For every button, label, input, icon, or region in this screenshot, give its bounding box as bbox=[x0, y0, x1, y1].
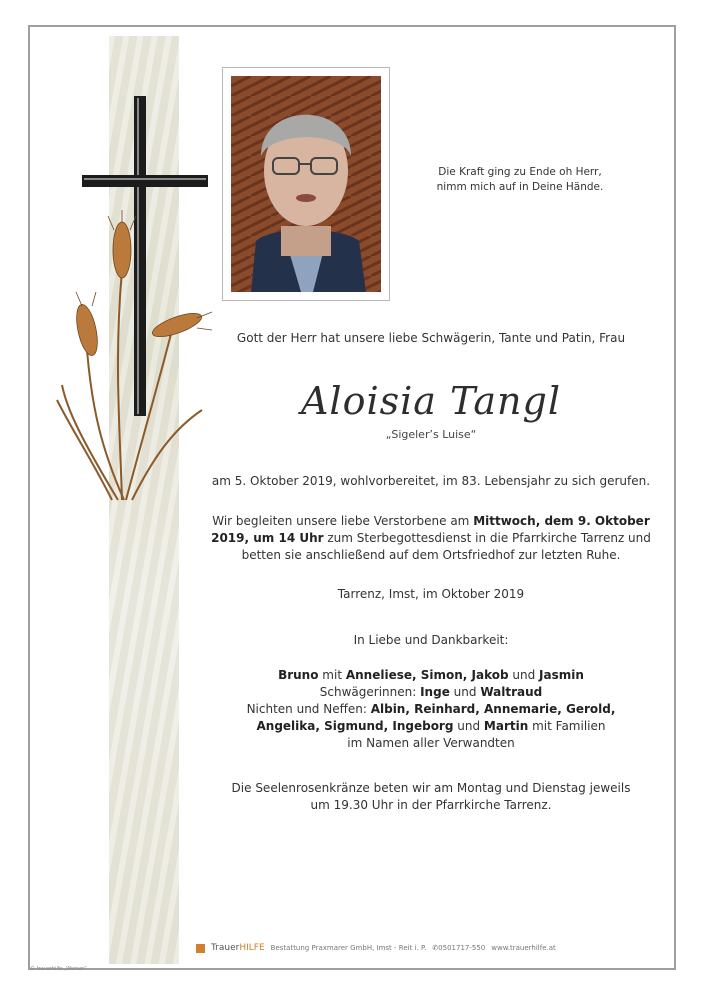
logo-icon bbox=[196, 944, 205, 953]
family-text: mit bbox=[318, 668, 346, 682]
family-text: Schwägerinnen: bbox=[319, 685, 421, 699]
family-text: und bbox=[449, 685, 481, 699]
love-line: In Liebe und Dankbarkeit: bbox=[353, 633, 509, 647]
family-line bbox=[208, 667, 654, 684]
family-text: und bbox=[508, 668, 540, 682]
deceased-name: Aloisia Tangl bbox=[300, 379, 562, 423]
wheat-icon bbox=[52, 210, 217, 505]
death-notice: am 5. Oktober 2019, wohlvorbereitet, im 83. Lebensjahr zu sich gerufen. bbox=[211, 474, 651, 488]
rosary-line: Die Seelenrosenkränze beten wir am Montag und Dienstag jeweils bbox=[231, 781, 631, 795]
logo-accent: HILFE bbox=[239, 943, 265, 953]
family-name: Bruno bbox=[278, 668, 319, 682]
funeral-text-end: zum Sterbegottesdienst in die Pfarrkirche Tarrenz und betten sie anschließend auf dem Ortsfriedhof zur letzten Ruhe. bbox=[241, 531, 651, 562]
family-name: Anneliese, Simon, Jakob bbox=[345, 668, 509, 682]
verse bbox=[415, 165, 625, 195]
family-line bbox=[208, 701, 654, 718]
deceased-nickname: „Sigeler’s Luise“ bbox=[385, 428, 477, 441]
verse-line: nimm mich auf in Deine Hände. bbox=[436, 181, 604, 193]
portrait-photo bbox=[231, 76, 381, 292]
rosary-info bbox=[208, 780, 654, 814]
family-line bbox=[208, 684, 654, 701]
footer-web[interactable]: www.trauerhilfe.at bbox=[491, 944, 556, 952]
logo bbox=[211, 943, 265, 953]
copyright: © trauerhilfe „Werner“ bbox=[30, 966, 87, 972]
intro-text: Gott der Herr hat unsere liebe Schwägerin, Tante und Patin, Frau bbox=[236, 331, 626, 345]
footer-phone: ✆0501717-550 bbox=[432, 944, 486, 952]
funeral-info bbox=[208, 513, 654, 564]
family-text: Nichten und Neffen: bbox=[246, 702, 371, 716]
footer bbox=[196, 943, 666, 953]
family-line: im Namen aller Verwandten bbox=[347, 736, 515, 750]
funeral-date: Mittwoch, dem 9. Oktober 2019, um 14 Uhr bbox=[211, 514, 650, 545]
family-name: Waltraud bbox=[480, 685, 543, 699]
verse-line: Die Kraft ging zu Ende oh Herr, bbox=[438, 166, 602, 178]
logo-main: Trauer bbox=[211, 943, 240, 953]
family-line bbox=[208, 718, 654, 735]
family-name: Albin, Reinhard, Annemarie, Gerold, bbox=[370, 702, 616, 716]
family-name: Jasmin bbox=[539, 668, 584, 682]
funeral-text-start: Wir begleiten unsere liebe Verstorbene am bbox=[212, 514, 474, 528]
family-name: Inge bbox=[420, 685, 450, 699]
family-name: Angelika, Sigmund, Ingeborg bbox=[256, 719, 454, 733]
family-list bbox=[208, 667, 654, 752]
portrait-frame bbox=[222, 67, 390, 301]
footer-company: Bestattung Praxmarer GmbH, Imst - Reit i. P. bbox=[270, 944, 427, 952]
place-date: Tarrenz, Imst, im Oktober 2019 bbox=[337, 587, 525, 601]
family-text: mit Familien bbox=[528, 719, 606, 733]
family-name: Martin bbox=[483, 719, 529, 733]
rosary-line: um 19.30 Uhr in der Pfarrkirche Tarrenz. bbox=[310, 798, 552, 812]
family-text: und bbox=[453, 719, 484, 733]
